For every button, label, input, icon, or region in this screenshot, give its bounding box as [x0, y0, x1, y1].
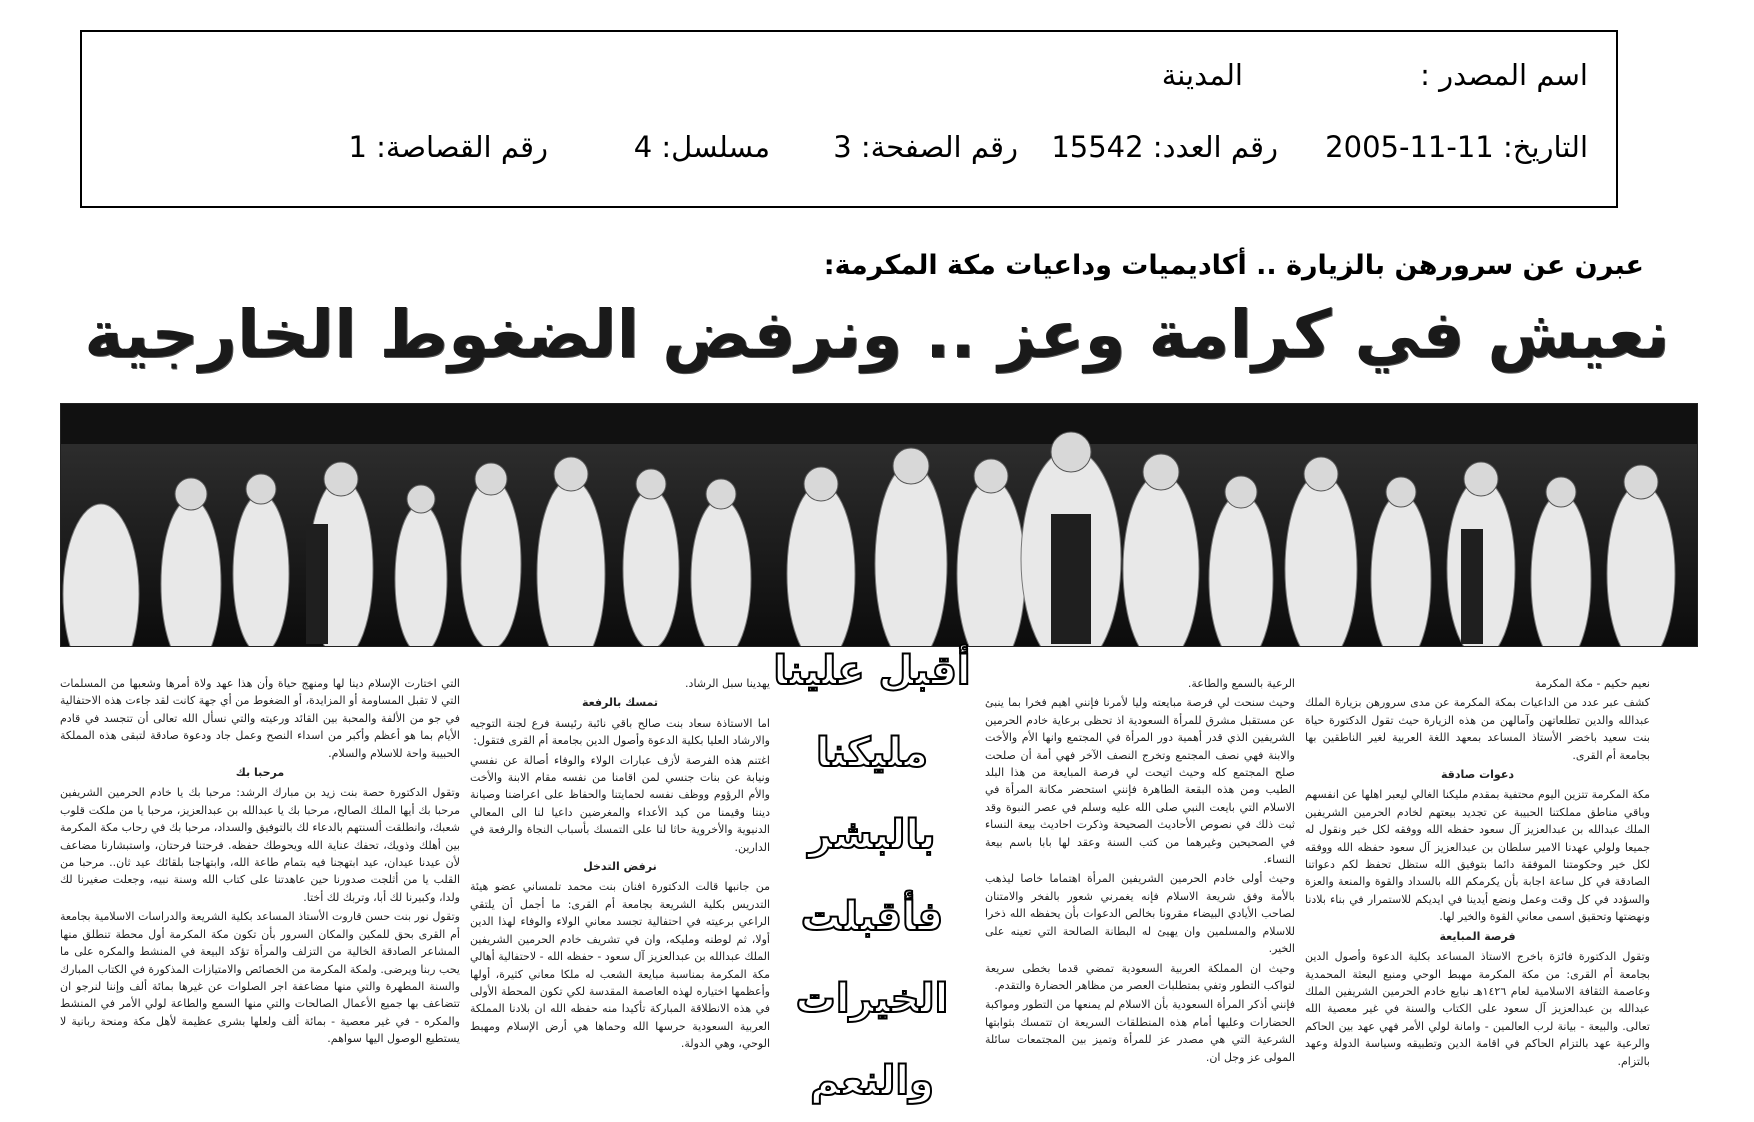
article-headline: نعيش في كرامة وعز .. ونرفض الضغوط الخارجية: [84, 296, 1670, 373]
article-column: [60, 675, 460, 1050]
article-paragraph: مكة المكرمة تتزين اليوم محتفية بمقدم مليكنا الغالي ليعبر اهلها عن انفسهم وباقي مناطق مملكتنا الحبيبة عن تجديد بيعتهم لخادم الحرمين الشريفين الملك عبدالله بن عبدالعزيز آل سعود حفظه الله ووفقه لكل خير ونقول له جميعا ولولي عهدنا الامير سلطان بن عبدالعزيز آل سعود حفظه الله ووفقه لكل خير وحكومتنا الموفقة دائما بتوفيق الله ستظل تحفظ لكم دعواتنا الصادقة في كل ساعة اجابة بأن يكرمكم الله بالسداد والقوة والمنعة والعزة والسؤدد في كل وقت وعمل ونضع أيدينا في ايديكم للاستمرار في بناء بلادنا ونهضتها وتحقيق اسمى معاني القوة والخير لها.: [1305, 788, 1650, 924]
article-column: [985, 675, 1295, 1068]
photo-crowd-illustration: [61, 404, 1697, 646]
article-paragraph: اغتنم هذه الفرصة لأزف عبارات الولاء والوفاء أصالة عن نفسي ونيابة عن بنات جنسي لمن اقامنا من نفسه مقام الابنة والأخت والأم الرؤوم ووظف نفسه لحمايتنا والحفاظ على اعراضنا وصيانة ديننا وقيمنا من كيد الأعداء والمغرضين داعيا لنا الى المعالي الدنيوية والأخروية حاثا لنا على التمسك بأسباب النجاة والرفعة في الدارين.: [470, 753, 770, 854]
article-paragraph: وتقول الدكتورة حصة بنت زيد بن مبارك الرشد: مرحبا بك يا خادم الحرمين الشريفين مرحبا بك أيها الملك الصالح، مرحبا بك يا عبدالله بن عبدالعزيز، مرحبا يا من ملكت قلوب شعبك، وانطلقت ألسنتهم بالدعاء لك بالتوفيق والسداد، مرحبا بك في رحاب مكة المكرمة بين أهلك وذويك، تحفك عناية الله ويحوطك حفظه. فرحتنا فرحتان، واستبشارنا مضاعف لأن عيدنا عيدان، عيد ابتهجنا فيه بتمام طاعة الله، وابتهاجنا بلقائك عيد ثان.. مرحبا من القلب يا من أثلجت صدورنا حين عاهدتنا على كتاب الله وسنة نبيه، وجعلت صغيرنا لك ولدا، وكبيرنا لك أبا، وتربك لك أختا.: [60, 786, 460, 904]
article-column: [1305, 675, 1650, 1072]
pull-quote-line: فأقبلت: [800, 894, 944, 940]
source-label: اسم المصدر :: [1420, 58, 1588, 92]
article-paragraph: كشف عبر عدد من الداعيات بمكة المكرمة عن مدى سرورهن بزيارة الملك عبدالله والدين تطلعاتهن وآمالهن من هذه الزيارة حيث تقول الدكتورة حياة بنت سعيد باخضر الأستاذ المساعد بمعهد اللغة العربية لغير الناطقين بها بجامعة أم القرى.: [1305, 696, 1650, 762]
pull-quote-line: الخيرات والنعم: [795, 976, 949, 1104]
article-paragraph: التي اختارت الإسلام دينا لها ومنهج حياة وأن هذا عهد ولاة أمرها وشعبها من المسلمات التي لا تقبل المساومة أو المزايدة، أو الضغوط من أي جهة كانت لقد جاءت هذه الاحتفالية في جو من الألفة والمحبة بين القائد ورعيته والتي نسأل الله تعالى أن تتجسد في قادم الأيام بما هو أعظم وأكبر من اسداء النصح وعمل جاد ودعوة صادقة لتبقى هذه المملكة الحبيبة واحة للاسلام والسلام.: [60, 677, 460, 760]
serial-number-field: مسلسل: 4: [633, 130, 770, 164]
issue-number-field: رقم العدد: 15542: [1051, 130, 1278, 164]
section-heading: مرحبا بك: [235, 766, 285, 780]
page-number-field: رقم الصفحة: 3: [833, 130, 1018, 164]
news-photo: [60, 403, 1698, 647]
section-heading: فرصة المبايعة: [1439, 929, 1516, 943]
article-column: [470, 675, 770, 1055]
pull-quote: [772, 630, 972, 1104]
section-heading: دعوات صادقة: [1441, 768, 1514, 782]
article-subheadline: عبرن عن سرورهن بالزيارة .. أكاديميات وداعيات مكة المكرمة:: [823, 250, 1644, 281]
article-paragraph: اما الاستاذة سعاد بنت صالح باقي نائبة رئيسة فرع لجنة التوجيه والارشاد العليا بكلية الدعوة وأصول الدين بجامعة أم القرى فتقول:: [470, 716, 770, 748]
article-paragraph: فإنني أذكر المرأة السعودية بأن الاسلام لم يمنعها من التطور ومواكبة الحضارات وعليها أمام هذه المنطلقات السريعة ان تتمسك بثوابتها الشرعية التي هي مصدر عز للمرأة وتميز بين المجتمعات سائلة المولى عز وجل ان.: [985, 998, 1295, 1064]
pull-quote-line: أقبل علينا: [773, 648, 971, 694]
article-paragraph: وحيث أولى خادم الحرمين الشريفين المرأة اهتماما خاصا ليذهب بالأمة وفق شريعة الاسلام فإنه يغمرني شعور بالفخر والامتنان لصاحب الأيادي البيضاء مقرونا بخالص الدعوات بأن يحفظه الله ذخرا للاسلام والمسلمين وان يهيئ له البطانة الصالحة التي تعينه على الخير.: [985, 872, 1295, 956]
section-heading: تمسك بالرفعة: [581, 696, 659, 710]
column-byline: يهدينا سبل الرشاد.: [685, 677, 770, 690]
date-field: التاريخ: 11-11-2005: [1325, 130, 1588, 164]
clip-number-field: رقم القصاصة: 1: [348, 130, 548, 164]
article-paragraph: وتقول نور بنت حسن قاروت الأستاذ المساعد بكلية الشريعة والدراسات الاسلامية بجامعة أم القرى بحق للمكين والمكان السرور بأن تكون مكة المكرمة أول محطة تنطلق منها المشاعر الصادقة الخالية من التزلف والمرأة تؤكد البيعة في المنشط والمكره على ما يحب ربنا ويرضى. ولمكة المكرمة من الخصائص والامتيازات المذكورة في الكتاب المبارك والسنة المطهرة والتي منها مضاعفة اجر الصلوات عن غيرها بمائة ألف وإننا لنرجو ان تتضاعف بها جميع الأعمال الصالحات والتي منها السمع والطاعة لولي الأمر في المنشط والمكره - في غير معصية - بمائة ألف ولعلها بشرى عظيمة لأهل مكة ومنحة ربانية لا يستطيع الوصول اليها سواهم.: [60, 910, 460, 1046]
article-paragraph: وحيث سنحت لي فرصة مبايعته وليا لأمرنا فإنني اهيم فخرا بما ينبئ عن مستقبل مشرق للمرأة السعودية اذ تحظى برعاية خادم الحرمين الشريفين الذي قدر أهمية دور المرأة في المجتمع وانها الأم والأخت والابنة فهي نصف المجتمع وتخرج النصف الآخر فهي أمة أن صلحت صلح المجتمع كله وحيث اتيحت لي فرصة المبايعة من هذا البلد الطيب ومن هذه البقعة الطاهرة فإنني استحضر مكانة المرأة في الاسلام التي بايعت النبي صلى الله عليه وسلم في عصر النبوة وقد ثبت ذلك في نصوص الأحاديث الصحيحة وذكرت احاديث بيعة النساء في الصحيحين وغيرهما من كتب السنة وعقد لها بابا باسم بيعة النساء.: [985, 696, 1295, 867]
column-byline: نعيم حكيم - مكة المكرمة: [1534, 677, 1650, 690]
article-paragraph: من جانبها قالت الدكتورة افنان بنت محمد تلمساني عضو هيئة التدريس بكلية الشريعة بجامعة أم القرى: ما أجمل أن يلتقي الراعي برعيته في احتفالية تجسد معاني الولاء والوفاء لهذا الدين أولا، ثم لوطنه ومليكه، وان في تشريف خادم الحرمين الشريفين الملك عبدالله بن عبدالعزيز آل سعود - حفظه الله - لاحتفالية أهالي مكة المكرمة بمناسبة مبايعة الشعب له ملكا معاني كثيرة، أولها وأعظمها اختياره لهذه العاصمة المقدسة لكي تكون المحطة الأولى في هذه الانطلاقة المباركة تأكيدا منه حفظه الله ان بلادنا المملكة العربية السعودية حرسها الله وحماها هي أرض الإسلام ومهبط الوحي، وهي الدولة.: [470, 880, 770, 1051]
pull-quote-line: مليكنا بالبشر: [808, 730, 936, 858]
source-value: المدينة: [1161, 58, 1243, 92]
source-metadata-box: [80, 30, 1618, 208]
column-byline: الرعية بالسمع والطاعة.: [1187, 677, 1295, 690]
section-heading: نرفض التدخل: [583, 860, 657, 874]
article-paragraph: وتقول الدكتورة فائزة باخرج الاستاذ المساعد بكلية الدعوة وأصول الدين بجامعة أم القرى: من مكة المكرمة مهبط الوحي ومنبع البعثة المحمدية وعاصمة الثقافة الاسلامية لعام ١٤٢٦هـ نبايع خادم الحرمين الشريفين الملك عبدالله بن عبدالعزيز آل سعود على الكتاب والسنة في غير معصية الله تعالى. والبيعة - بيانة لرب العالمين - وامانة لولي الأمر فهي عهد بين الحاكم والرعية عهد بالتزام الحاكم في اقامة الدين وتطبيقه وسياسة الدولة وعهد بالتزام.: [1305, 950, 1651, 1068]
article-paragraph: وحيث ان المملكة العربية السعودية تمضي قدما بخطى سريعة لتواكب التطور وتفي بمتطلبات العصر من مظاهر الحضارة والتقدم.: [985, 961, 1295, 992]
